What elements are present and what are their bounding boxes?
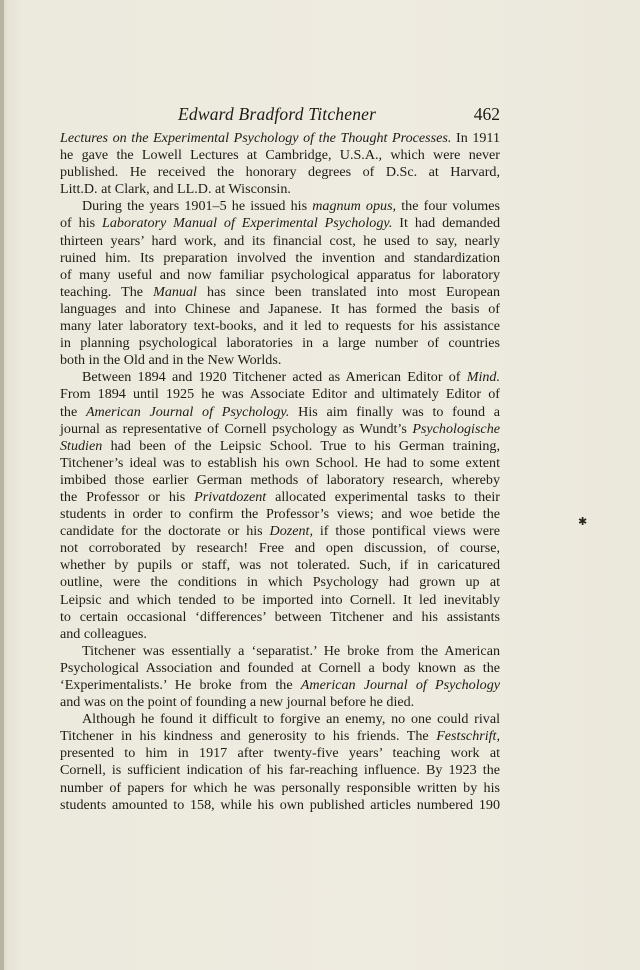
text-run: His aim finally was to found a (289, 403, 501, 420)
text-run: Leipsic and which tended to be imported into Cornell. It led inevitably (60, 591, 500, 608)
text-line (60, 130, 500, 147)
page-number: 462 (473, 104, 500, 124)
text-line (60, 574, 500, 591)
body-text (60, 130, 500, 814)
italic-text-run: Manual (153, 283, 197, 300)
text-run: During the years 1901–5 he issued his (82, 198, 313, 215)
text-run: had been of the Leipsic School. True to his German training, (102, 437, 500, 454)
text-run: not corroborated by research! Free and open discussion, of course, (60, 540, 500, 557)
text-line (60, 660, 500, 677)
italic-text-run: Studien (60, 437, 103, 454)
text-line (60, 643, 500, 660)
text-run: Psychological Association and founded at Cornell a body known as the (60, 659, 500, 676)
text-run: both in the Old and in the New Worlds. (60, 352, 282, 369)
text-line (60, 301, 500, 318)
italic-text-run: American Journal of Psychology (300, 677, 500, 693)
text-line (60, 728, 500, 745)
text-run: the Professor or his (60, 488, 195, 505)
text-run: the four volumes (396, 198, 501, 215)
text-run: many later laboratory text-books, and it led to requests for his assistance (60, 318, 500, 335)
text-run: and was on the point of founding a new journal before he died. (60, 694, 415, 711)
italic-text-run: Festschrift, (436, 728, 500, 745)
text-run: students in order to confirm the Professor’s views; and woe betide the (60, 506, 500, 523)
text-run: students amounted to 158, while his own published articles numbered 190 (60, 796, 500, 813)
text-line (60, 215, 500, 232)
text-line (60, 506, 500, 523)
text-line (60, 677, 500, 694)
text-run: In 1911 (451, 130, 500, 146)
text-line (60, 780, 500, 797)
text-run: Litt.D. at Clark, and LL.D. at Wisconsin. (60, 181, 291, 198)
text-run: Titchener in his kindness and generosity to his friends. The (60, 728, 437, 745)
text-run: has since been translated into most European (196, 283, 500, 300)
text-line (60, 164, 500, 181)
text-line (60, 557, 500, 574)
italic-text-run: Privatdozent (194, 488, 267, 505)
text-run: imbibed those earlier German methods of laboratory research, whereby (60, 471, 500, 488)
text-run: number of papers for which he was personally responsible written by his (60, 779, 500, 796)
italic-text-run: Psychologische (412, 420, 500, 437)
text-run: he gave the Lowell Lectures at Cambridge, U.S.A., which were never (60, 147, 500, 164)
text-line (60, 386, 500, 403)
text-line (60, 523, 500, 540)
text-line (60, 711, 500, 728)
text-run: in planning psychological laboratories in a large number of countries (60, 335, 500, 352)
text-run: thirteen years’ hard work, and its financial cost, he used to say, nearly (60, 232, 500, 249)
text-line (60, 369, 500, 386)
text-line (60, 540, 500, 557)
text-line (60, 335, 500, 352)
text-line (60, 626, 500, 643)
text-line (60, 694, 500, 711)
text-run: whether by pupils or staff, was not tolerated. Such, if in caricatured (60, 557, 500, 574)
text-run: candidate for the doctorate or his (60, 523, 270, 540)
text-run: and colleagues. (60, 625, 147, 642)
text-run: if those pontifical views were (312, 523, 500, 540)
text-run: languages and into Chinese and Japanese. It has formed the basis of (60, 300, 500, 317)
text-run: ruined him. Its preparation involved the invention and standardization (60, 249, 500, 266)
text-line (60, 267, 500, 284)
running-title: Edward Bradford Titchener (178, 104, 377, 124)
page-spine-edge (0, 0, 4, 970)
text-run: the (60, 403, 86, 420)
text-run: presented to him in 1917 after twenty-five years’ teaching work at (60, 745, 500, 762)
text-line (60, 318, 500, 335)
text-run: Titchener was essentially a ‘separatist.’ He broke from the American (82, 642, 500, 659)
text-line (60, 472, 500, 489)
text-run: It had demanded (392, 215, 501, 232)
text-run: allocated experimental tasks to their (266, 488, 500, 505)
text-run: Cornell, is sufficient indication of his far-reaching influence. By 1923 the (60, 762, 500, 779)
text-line (60, 421, 500, 438)
text-run: outline, were the conditions in which Psychology had grown up at (60, 574, 500, 591)
text-line (60, 404, 500, 421)
text-line (60, 797, 500, 814)
text-run: to certain occasional ‘differences’ between Titchener and his assistants (60, 608, 500, 625)
text-line (60, 233, 500, 250)
text-run: of his (60, 215, 103, 232)
text-line (60, 352, 500, 369)
italic-text-run: Lectures on the Experimental Psychology of the Thought Processes. (60, 130, 452, 146)
text-run: journal as representative of Cornell psychology as Wundt’s (60, 420, 413, 437)
text-line (60, 284, 500, 301)
italic-text-run: Mind. (466, 369, 500, 386)
text-run: teaching. The (60, 283, 154, 300)
text-line (60, 762, 500, 779)
italic-text-run: Laboratory Manual of Experimental Psychology. (102, 215, 393, 232)
text-run: ‘Experimentalists.’ He broke from the (60, 677, 301, 693)
text-run: Although he found it difficult to forgive an enemy, no one could rival (82, 711, 500, 728)
italic-text-run: magnum opus, (312, 198, 397, 215)
text-line (60, 181, 500, 198)
running-head (60, 104, 500, 126)
text-line (60, 455, 500, 472)
text-line (60, 198, 500, 215)
margin-mark: ✱ (578, 515, 588, 528)
text-line (60, 745, 500, 762)
text-line (60, 592, 500, 609)
text-line (60, 438, 500, 455)
text-line (60, 489, 500, 506)
text-line (60, 250, 500, 267)
text-run: Between 1894 and 1920 Titchener acted as American Editor of (82, 369, 467, 386)
text-run: published. He received the honorary degrees of D.Sc. at Harvard, (60, 164, 500, 181)
italic-text-run: American Journal of Psychology. (85, 403, 290, 420)
text-run: Titchener’s ideal was to establish his own School. He had to some extent (60, 454, 500, 471)
text-run: of many useful and now familiar psychological apparatus for laboratory (60, 266, 500, 283)
text-line (60, 609, 500, 626)
text-run: From 1894 until 1925 he was Associate Editor and ultimately Editor of (60, 386, 500, 403)
italic-text-run: Dozent, (269, 523, 313, 540)
text-line (60, 147, 500, 164)
